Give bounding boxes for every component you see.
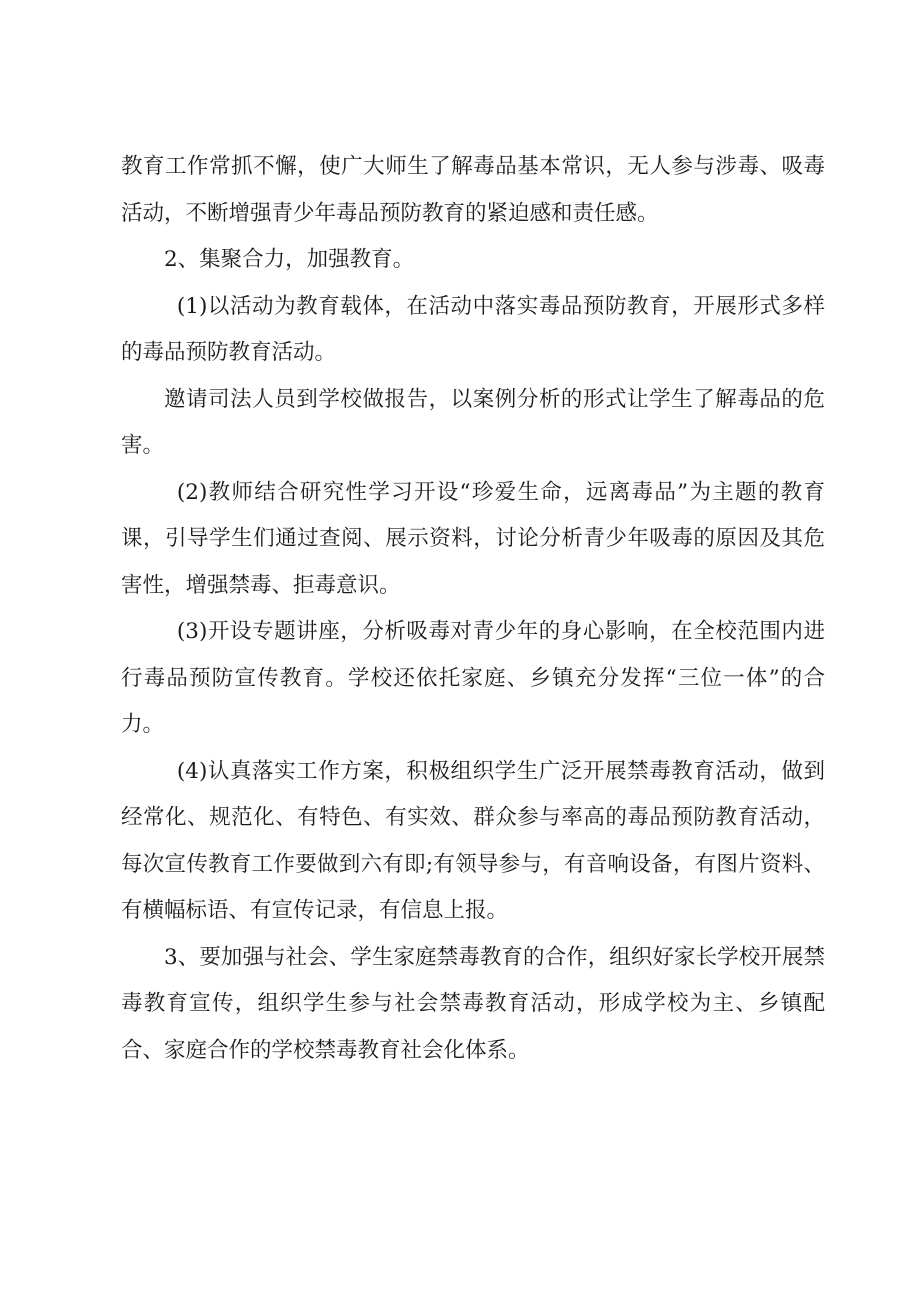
paragraph-8: 3、要加强与社会、学生家庭禁毒教育的合作，组织好家长学校开展禁毒教育宣传，组织学生参与社会禁毒教育活动，形成学校为主、乡镇配合、家庭合作的学校禁毒教育社会化体系。 bbox=[121, 944, 825, 1063]
paragraph-6: (3)开设专题讲座，分析吸毒对青少年的身心影响，在全校范围内进行毒品预防宣传教育。学校还依托家庭、乡镇充分发挥“三位一体”的合力。 bbox=[121, 619, 825, 737]
paragraph-4: 邀请司法人员到学校做报告，以案例分析的形式让学生了解毒品的危害。 bbox=[121, 386, 825, 458]
paragraph-5: (2)教师结合研究性学习开设“珍爱生命，远离毒品”为主题的教育课，引导学生们通过查阅、展示资料，讨论分析青少年吸毒的原因及其危害性，增强禁毒、拒毒意识。 bbox=[121, 479, 825, 598]
document-body bbox=[121, 144, 825, 1074]
paragraph-1: 教育工作常抓不懈，使广大师生了解毒品基本常识，无人参与涉毒、吸毒活动，不断增强青少年毒品预防教育的紧迫感和责任感。 bbox=[121, 154, 825, 226]
paragraph-3: (1)以活动为教育载体，在活动中落实毒品预防教育，开展形式多样的毒品预防教育活动。 bbox=[121, 293, 825, 365]
paragraph-2: 2、集聚合力，加强教育。 bbox=[164, 247, 415, 272]
paragraph-7: (4)认真落实工作方案，积极组织学生广泛开展禁毒教育活动，做到经常化、规范化、有特色、有实效、群众参与率高的毒品预防教育活动，每次宣传教育工作要做到六有即;有领导参与，有音响设备，有图片资料、有横幅标语、有宣传记录，有信息上报。 bbox=[121, 758, 825, 923]
